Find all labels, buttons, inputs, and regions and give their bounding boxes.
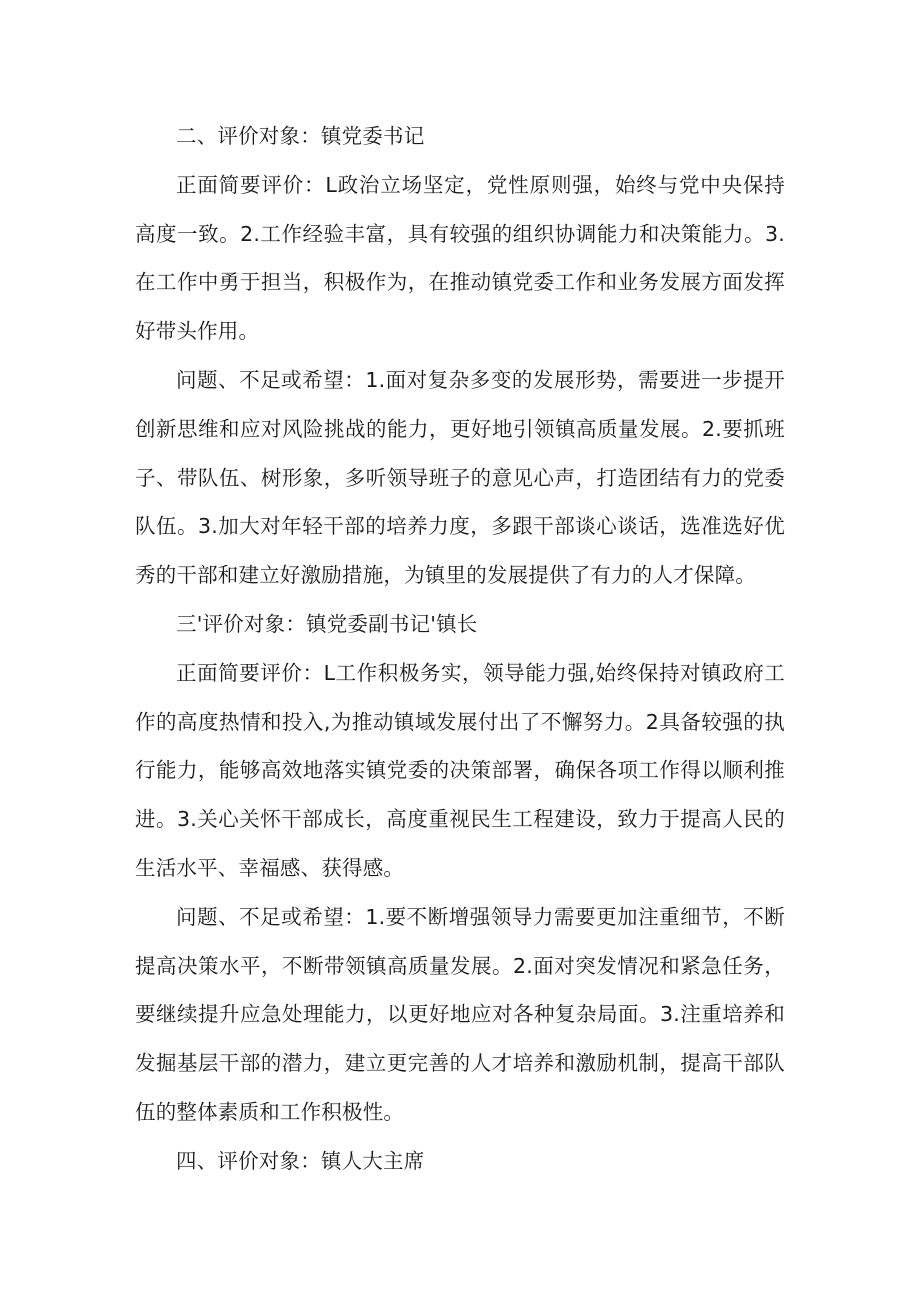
body-paragraph: 问题、不足或希望：1.要不断增强领导力需要更加注重细节，不断提高决策水平，不断带领镇高质量发展。2.面对突发情况和紧急任务，要继续提升应急处理能力，以更好地应对各种复杂局面。3.注重培养和发掘基层干部的潜力，建立更完善的人才培养和激励机制，提高干部队伍的整体素质和工作积极性。 <box>135 904 785 1124</box>
body-paragraph: 问题、不足或希望：1.面对复杂多变的发展形势，需要进一步提开创新思维和应对风险挑战的能力，更好地引领镇高质量发展。2.要抓班子、带队伍、树形象，多听领导班子的意见心声，打造团结有力的党委队伍。3.加大对年轻干部的培养力度，多跟干部谈心谈话，选准选好优秀的干部和建立好激励措施，为镇里的发展提供了有力的人才保障。 <box>135 367 785 588</box>
section-heading: 三'评价对象：镇党委副书记'镇长 <box>176 611 478 636</box>
section-heading: 四、评价对象：镇人大主席 <box>176 1148 425 1173</box>
body-paragraph: 正面简要评价：L政治立场坚定，党性原则强，始终与党中央保持高度一致。2.工作经验丰富，具有较强的组织协调能力和决策能力。3.在工作中勇于担当，积极作为，在推动镇党委工作和业务发展方面发挥好带头作用。 <box>135 172 785 344</box>
body-paragraph: 正面简要评价：L工作积极务实，领导能力强,始终保持对镇政府工作的高度热情和投入,为推动镇域发展付出了不懈努力。2具备较强的执行能力，能够高效地落实镇党委的决策部署，确保各项工作得以顺利推进。3.关心关怀干部成长，高度重视民生工程建设，致力于提高人民的生活水平、幸福感、获得感。 <box>135 660 785 880</box>
section-heading: 二、评价对象：镇党委书记 <box>176 124 425 148</box>
document-body <box>135 112 785 1186</box>
